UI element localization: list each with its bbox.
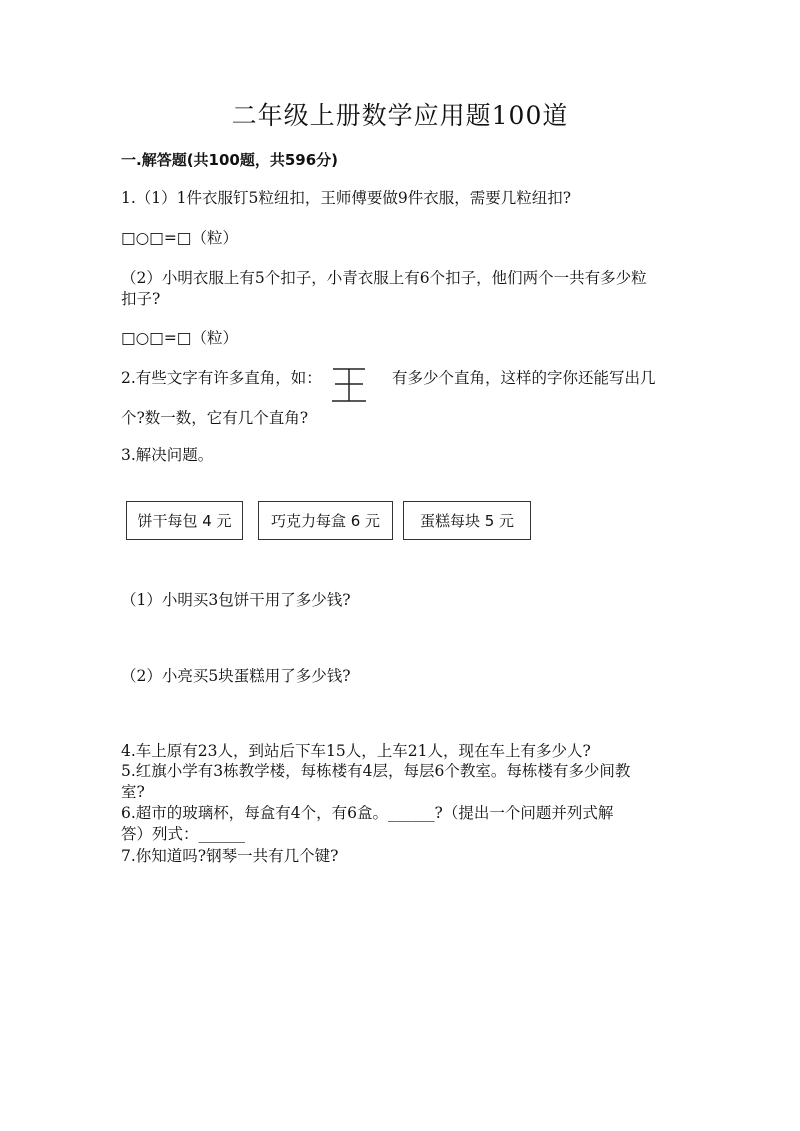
question-2-line-2: 个?数一数，它有几个直角?	[121, 409, 309, 427]
question-3-text: 3.解决问题。	[121, 446, 214, 464]
question-6-line-2: 答）列式：______	[121, 825, 246, 843]
question-7: 7.你知道吗?钢琴一共有几个键?	[121, 847, 339, 865]
question-2-text-after: 有多少个直角，这样的字你还能写出几	[392, 369, 656, 387]
question-1-part-2-line-2: 扣子?	[121, 290, 161, 308]
question-4: 4.车上原有23人，到站后下车15人，上车21人，现在车上有多少人?	[121, 742, 591, 760]
question-5-line-1: 5.红旗小学有3栋教学楼，每栋楼有4层，每层6个教室。每栋楼有多少间教	[121, 762, 631, 780]
price-box-label: 饼干每包 4 元	[137, 512, 232, 530]
question-6-line-1: 6.超市的玻璃杯，每盒有4个，有6盒。______?（提出一个问题并列式解	[121, 804, 614, 822]
page-title: 二年级上册数学应用题100道	[231, 101, 569, 130]
section-heading: 一.解答题(共100题，共596分)	[121, 151, 339, 169]
price-box-chocolate	[258, 501, 393, 540]
wang-character-glyph	[332, 367, 366, 403]
price-box-label: 巧克力每盒 6 元	[270, 512, 381, 530]
question-3-sub-2: （2）小亮买5块蛋糕用了多少钱?	[121, 667, 351, 685]
price-box-cake	[403, 501, 531, 540]
question-1-part-1: 1.（1）1件衣服钉5粒纽扣，王师傅要做9件衣服，需要几粒纽扣?	[121, 189, 572, 207]
question-1-formula-2: □○□=□（粒）	[121, 329, 238, 347]
question-1-formula-1: □○□=□（粒）	[121, 229, 238, 247]
question-3-sub-1: （1）小明买3包饼干用了多少钱?	[121, 591, 351, 609]
price-box-label: 蛋糕每块 5 元	[419, 512, 515, 530]
question-5-line-2: 室?	[121, 783, 145, 801]
price-box-biscuit	[126, 501, 243, 540]
question-1-part-2-line-1: （2）小明衣服上有5个扣子，小青衣服上有6个扣子，他们两个一共有多少粒	[121, 269, 647, 287]
question-2-text-before: 2.有些文字有许多直角，如：	[121, 369, 322, 387]
